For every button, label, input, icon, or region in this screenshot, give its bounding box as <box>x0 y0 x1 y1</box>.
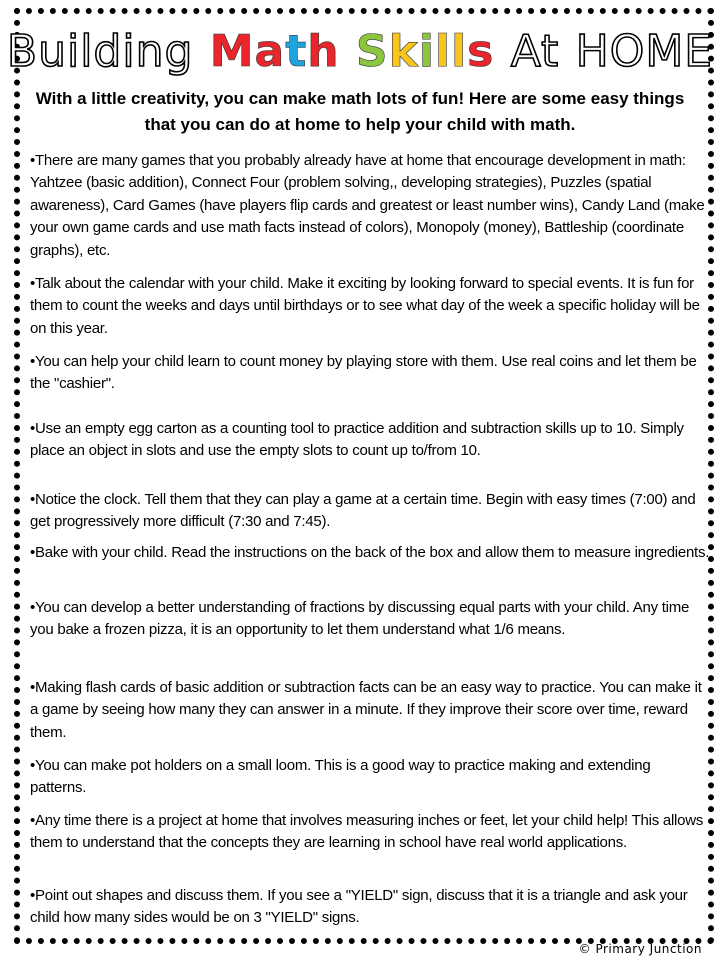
title-word-at: At <box>510 26 560 77</box>
title-word-skills <box>356 26 494 77</box>
title-word-home: HOME <box>575 26 714 77</box>
tip-paragraph-clock: •Notice the clock. Tell them that they can play a game at a certain time. Begin with easy times (7:00) and get progressively more difficult (7:30 and 7:45). <box>30 491 696 531</box>
title-letter: i <box>418 26 435 77</box>
tip-paragraph-shapes: •Point out shapes and discuss them. If you see a "YIELD" sign, discuss that it is a triangle and ask your child how many sides would be on 3 "YIELD" signs. <box>30 887 688 927</box>
title-letter: S <box>355 26 389 77</box>
title-letter: M <box>209 26 255 77</box>
tip-paragraph-fractions: •You can develop a better understanding of fractions by discussing equal parts with your child. Any time you bake a frozen pizza, it is an opportunity to let them understand what 1/6 means. <box>30 599 690 639</box>
tip-paragraph-baking: •Bake with your child. Read the instructions on the back of the box and allow them to measure ingredients. <box>30 544 710 561</box>
title-letter: t <box>285 26 308 77</box>
tip-paragraph-games: •There are many games that you probably already have at home that encourage development in math: Yahtzee (basic addition), Connect Four (problem solving,, developing strategies), Puzzles (spatial awareness), Card Games (have players flip cards and greatest or least number wins), Candy Land (make your own game cards and use math facts instead of colors), Monopoly (money), Battleship (coordinate graphs), etc. <box>30 152 705 259</box>
title-letter: h <box>307 26 340 77</box>
title-letter: l <box>434 26 452 77</box>
tip-paragraph-pot-holders: •You can make pot holders on a small loom. This is a good way to practice making and extending patterns. <box>30 757 651 797</box>
title-word-building: Building <box>6 26 194 77</box>
tip-paragraph-calendar: •Talk about the calendar with your child. Make it exciting by looking forward to special events. It is fun for them to count the weeks and days until birthdays or to see what day of the week a specific holiday will be on this year. <box>30 275 700 337</box>
tip-paragraph-measuring: •Any time there is a project at home that involves measuring inches or feet, let your child help! This allows them to understand that the concepts they are learning in school have real world applications. <box>30 812 704 852</box>
page-title <box>0 24 720 80</box>
title-letter: l <box>451 26 468 77</box>
dotted-border <box>14 8 714 944</box>
credit-text: © Primary Junction <box>578 942 702 956</box>
title-letter: s <box>467 26 495 77</box>
tip-paragraph-flash-cards: •Making flash cards of basic addition or subtraction facts can be an easy way to practice. You can make it a game by seeing how many they can answer in a minute. If they improve their score over time, reward them. <box>30 679 702 741</box>
title-letter: a <box>254 26 286 77</box>
title-letter: k <box>388 26 419 77</box>
title-word-math <box>210 26 340 77</box>
tip-paragraph-egg-carton: •Use an empty egg carton as a counting tool to practice addition and subtraction skills up to 10. Simply place an object in slots and use the empty slots to count up to/from 10. <box>30 420 684 460</box>
intro-text: With a little creativity, you can make math lots of fun! Here are some easy things that you can do at home to help your child with math. <box>35 89 685 134</box>
tip-paragraph-money: •You can help your child learn to count money by playing store with them. Use real coins and let them be the "cashier". <box>30 353 697 393</box>
